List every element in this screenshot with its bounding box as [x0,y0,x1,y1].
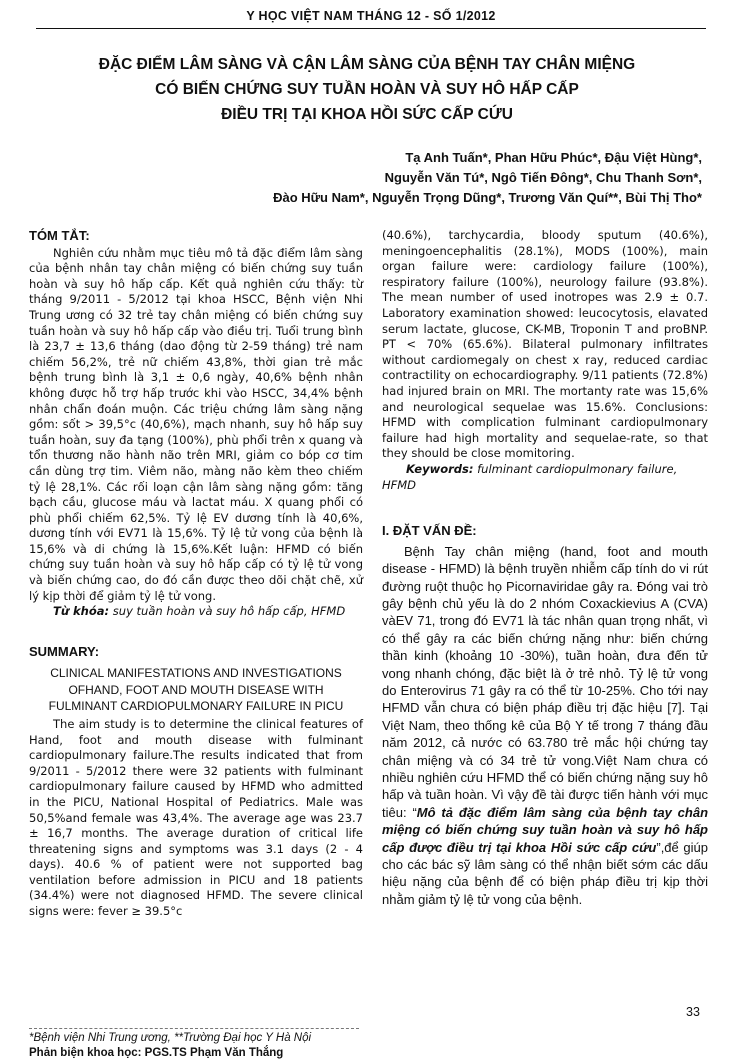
reviewer-footnote: Phản biện khoa học: PGS.TS Phạm Văn Thắng [29,1047,284,1059]
header-rule [36,28,706,29]
title-line-3: ĐIỀU TRỊ TẠI KHOA HỒI SỨC CẤP CỨU [221,106,513,123]
title-line-1: ĐẶC ĐIỂM LÂM SÀNG VÀ CẬN LÂM SÀNG CỦA BỆNH TAY CHÂN MIỆNG [98,56,636,73]
intro-body [382,543,708,909]
summary-keywords-label: Keywords: [406,461,474,476]
affiliation-footnote: *Bệnh viện Nhi Trung ương, **Trường Đại học Y Hà Nội [29,1032,312,1044]
summary-title-line-1: CLINICAL MANIFESTATIONS AND INVESTIGATIONS [50,666,342,681]
author-line-3: Đào Hữu Nam*, Nguyễn Trọng Dũng*, Trương Văn Quí**, Bùi Thị Tho* [273,190,702,205]
right-column [382,228,708,908]
intro-heading: I. ĐẶT VẤN ĐỀ: [382,523,477,539]
summary-body-right: (40.6%), tarchycardia, bloody sputum (40.6%), meningoencephalitis (28.1%), MODS (100%), main organ failure were: cardiology failure (100%), respiratory failure (100%), neurology failure (93.8%). The mean number of used inotropes was 2.9 ± 0.7. Laboratory examination showed: leucocytosis, elavated serum lactate, glucose, CK-MB, Troponin T and proBNP. PT < 70% (65.6%). Bilateral pulmonary infiltrates without cardiomegaly on chest x ray, reduced cardiac contractility on echocardiography. 9/11 patients (72.8%) had injured brain on MRI. The mortanty rate was 15,6% and neurological sequelae was 15.6%. Conclusions: HFMD with complication fulminant cardiopulmonary failure had high mortality and sequelae-rate, so that they should be close momitoring. [382,228,708,461]
abstract-heading: TÓM TẮT: [29,228,90,243]
keywords-text: suy tuần hoàn và suy hô hấp cấp, HFMD [109,604,346,619]
keywords-label: Từ khóa: [53,604,110,619]
author-line-2: Nguyễn Văn Tú*, Ngô Tiến Đông*, Chu Thanh Sơn*, [384,170,702,185]
study-objective: Mô tả đặc điểm lâm sàng của bệnh tay chân miệng có biến chứng suy tuần hoàn và suy hô hấp cấp được điều trị tại khoa Hồi sức cấp cứu [382,804,709,855]
title-line-2: CÓ BIẾN CHỨNG SUY TUẦN HOÀN VÀ SUY HÔ HẤP CẤP [155,81,579,98]
summary-title-line-2: OFHAND, FOOT AND MOUTH DISEASE WITH [68,682,324,697]
journal-header: Y HỌC VIỆT NAM THÁNG 12 - SỐ 1/2012 [246,9,496,23]
summary-title-line-3: FULMINANT CARDIOPULMONARY FAILURE IN PICU [48,699,344,714]
left-column [29,228,363,920]
author-line-1: Tạ Anh Tuấn*, Phan Hữu Phúc*, Đậu Việt Hùng*, [405,150,702,165]
author-list [142,148,702,208]
summary-body-left: The aim study is to determine the clinical features of Hand, foot and mouth disease with fulminant cardiopulmonary failure.The results indicated that from 9/2011 - 5/2012 there were 32 patients with fulminant cardiopulmonary failure caused by HFMD who admitted in the PICU, National Hospital of Pediatrics. Male was 50,5%and female was 43,4%. The average age was 23.7 ± 16,7 months. The average duration of critical life threatening signs and symptoms was 3.1 days (2 - 4 days). 40.6 % of patient were not supported bag ventilation before admission in PICU and 18 patients (34.4%) were not diagnosed HFMD. The severe clinical signs were: fever ≥ 39.5°c [29,716,363,919]
article-title [40,52,694,127]
abstract-keywords [29,604,363,620]
abstract-body: Nghiên cứu nhằm mục tiêu mô tả đặc điểm lâm sàng của bệnh nhân tay chân miệng có biến chứng suy tuần hoàn và suy hô hấp cấp. Kết quả nghiên cứu thấy: từ tháng 9/2011 - 5/2012 tại khoa HSCC, Bệnh viện Nhi Trung ương có 32 trẻ tay chân miệng có biến chứng suy tuần hoàn và suy hô hấp cấp vào điều trị. Tuổi trung bình là 23,7 ± 13,6 tháng (dao động từ 2-59 tháng) trẻ nam chiếm 56,2%, trẻ nữ chiếm 43,8%, thời gian trẻ mắc bệnh trung bình là 3,1 ± 0,6 ngày, 40,6% bệnh nhân không được hỗ trợ hấp trước khi vào HSCC, 34,4% bệnh nhân chẩn đoán muộn. Các triệu chứng lâm sàng nặng gồm: sốt > 39,5°c (40,6%), mạch nhanh, suy hô hấp suy tuần hoàn, suy đa tạng (100%), phù phổi trên x quang và tổn thương não hành não trên MRI, giảm co bóp cơ tim cần dùng trợ tim. Viêm não, màng não kèm theo chiếm tỷ lệ 28,1%. Các rối loạn cận lâm sàng nặng gồm: tăng bạch cầu, glucose máu và lactat máu. X quang phổi có phù phổi chiếm 62,5%. Tỷ lệ EV dương tính là 40,6%, dương tính với EV71 là 15,6%. Tỷ lệ tử vong của bệnh là 15,6% và di chứng là 15,6%.Kết luận: HFMD có biến chứng suy tuần hoàn và suy hô hấp cấp có tỷ lệ tử vong và biến chứng cao, do đó cần được theo dõi chặt chẽ, xử lý kịp thời để giảm tỷ lệ tử vong. [29,245,363,603]
summary-title [29,665,363,715]
summary-keywords-text: fulminant cardiopulmonary failure, HFMD [382,461,678,492]
intro-text-start: Bệnh Tay chân miệng (hand, foot and mouth disease - HFMD) là bệnh truyền nhiễm cấp tính do vi rút đường ruột thuộc họ Picornaviridae gây ra. Đóng vai trò gây bệnh chủ yếu là do 2 nhóm Coxackievius A (CVA) vàEV 71, trong đó EV71 là tác nhân quan trọng nhất, vì có thể gây ra các biến chứng nặng như: biến chứng thần kinh (khoảng 10 -30%), tuần hoàn, đưa đến tử vong nhanh chóng, đặc biệt là ở trẻ nhỏ. Tỷ lệ tử vong do Enterovirus 71 gây ra có thể từ 10-25%. Cho tới nay HFMD vẫn chưa có biện pháp điều trị đặc hiệu [7]. Tại Việt Nam, theo thống kê của Bộ Y tế trong 7 tháng đầu năm 2012, cả nước có 63.780 trẻ mắc hội chứng tay chân miệng và có 34 trẻ tử vong.Việt Nam chưa có nhiều nghiên cứu HFMD thể có biến chứng nặng suy hô hấp và tuần hoàn. Vì vậy đề tài được tiến hành với mục tiêu: “ [382,543,708,820]
summary-keywords [382,462,708,493]
page-number: 33 [686,1005,700,1019]
intro-text-end: ”,để giúp cho các bác sỹ lâm sàng có thể nhận biết sớm các dấu hiệu nặng của bệnh để có biện pháp điều trị kịp thời nhằm giảm tỷ lệ tử vong của bệnh. [382,839,709,907]
summary-heading: SUMMARY: [29,643,100,659]
footnote-rule [29,1028,359,1029]
